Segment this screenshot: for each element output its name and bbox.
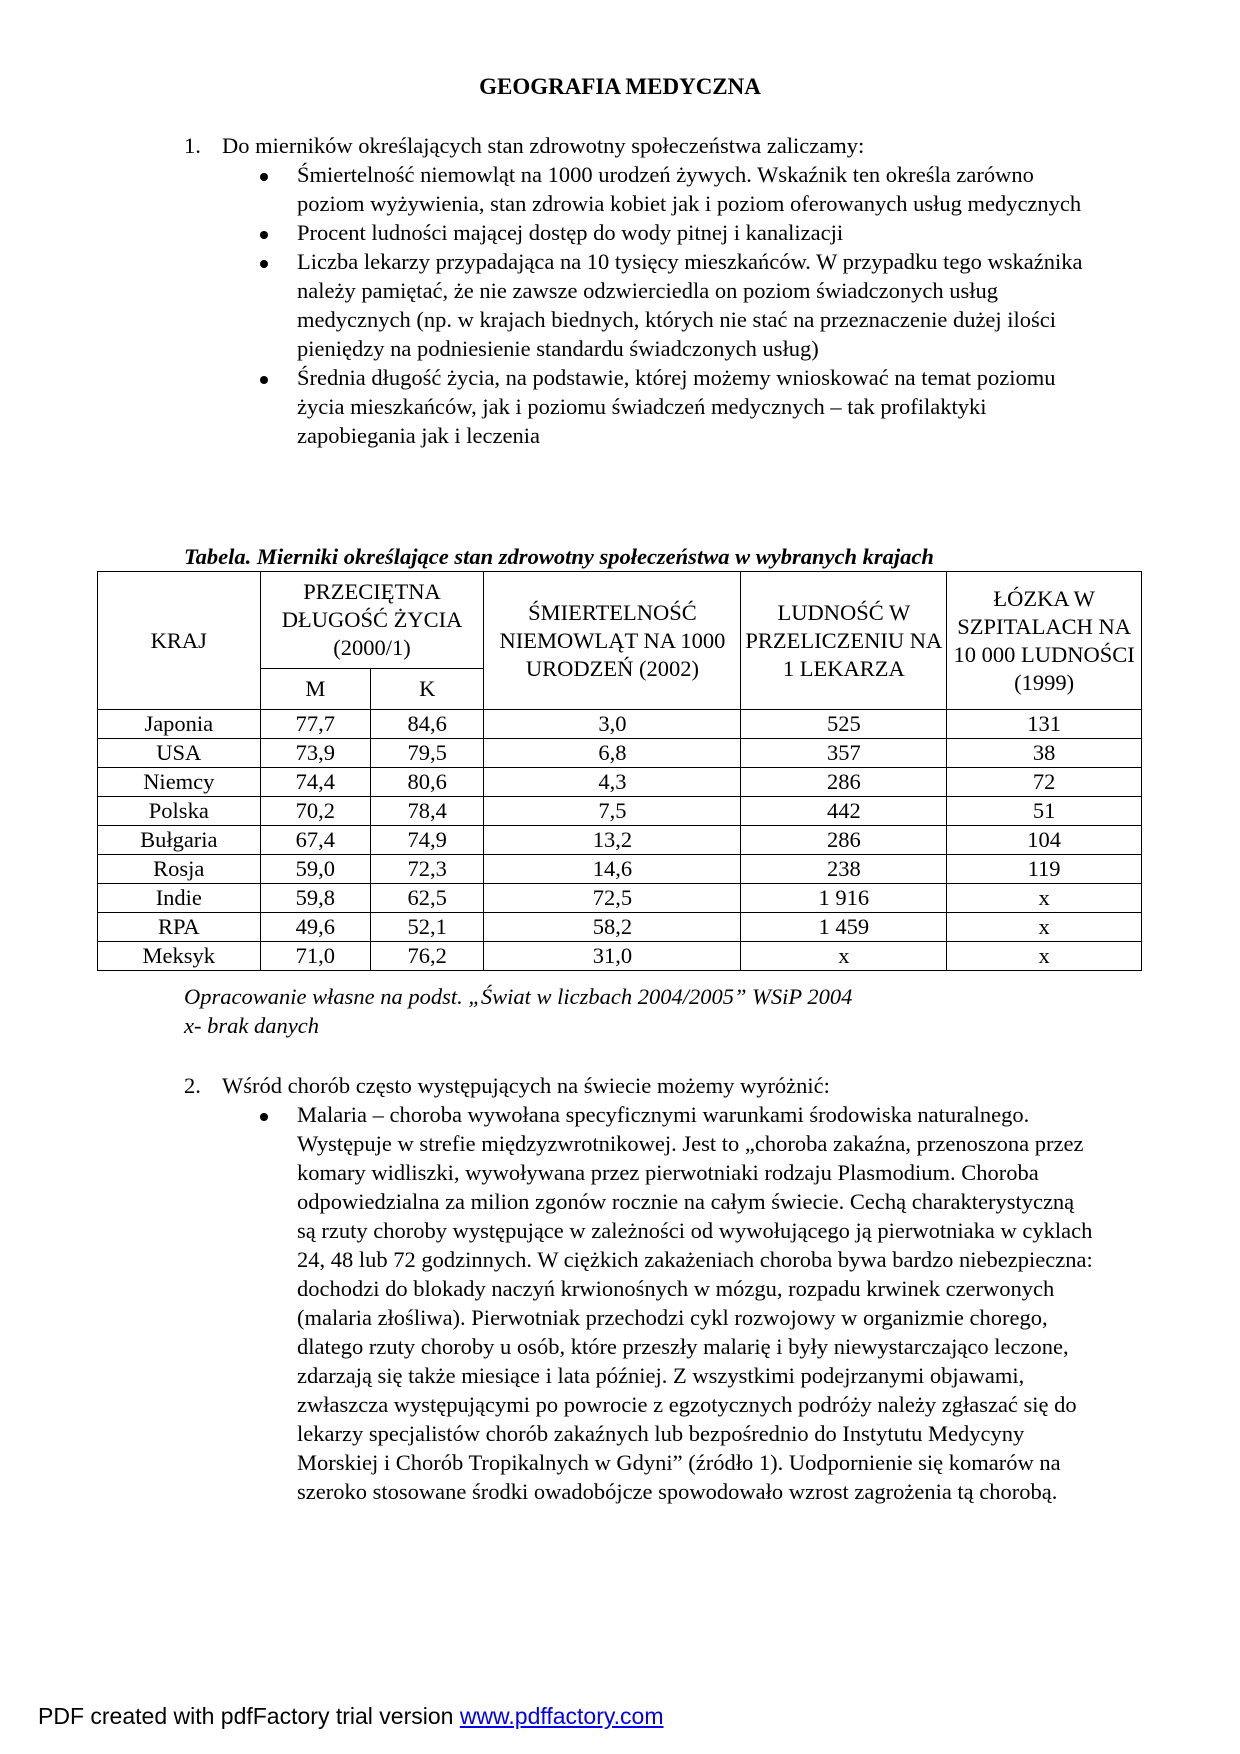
cell-female: 62,5: [371, 884, 484, 913]
cell-country: Japonia: [98, 710, 261, 739]
section-1-heading-text: Do mierników określających stan zdrowotny społeczeństwa zaliczamy:: [222, 133, 865, 158]
table-source: Opracowanie własne na podst. „Świat w liczbach 2004/2005” WSiP 2004: [184, 984, 853, 1009]
page-title: GEOGRAFIA MEDYCZNA: [479, 74, 761, 99]
cell-hospital-beds: x: [947, 884, 1142, 913]
bullet-icon: [260, 260, 268, 268]
cell-male: 73,9: [260, 739, 370, 768]
section-2-number: 2.: [184, 1073, 201, 1098]
cell-female: 84,6: [371, 710, 484, 739]
section-1-heading: [0, 131, 1240, 160]
cell-female: 76,2: [371, 942, 484, 971]
cell-country: USA: [98, 739, 261, 768]
table-row: [98, 768, 1142, 797]
cell-country: Rosja: [98, 855, 261, 884]
cell-population-per-doctor: 1 916: [741, 884, 947, 913]
section-2: [0, 1071, 1240, 1506]
header-life-expectancy: PRZECIĘTNA DŁUGOŚĆ ŻYCIA (2000/1): [260, 572, 484, 669]
header-female: K: [371, 669, 484, 710]
footer-text: PDF created with pdfFactory trial version: [38, 1703, 454, 1729]
cell-male: 59,8: [260, 884, 370, 913]
cell-population-per-doctor: x: [741, 942, 947, 971]
cell-male: 49,6: [260, 913, 370, 942]
table-row: [98, 942, 1142, 971]
section-2-heading-text: Wśród chorób często występujących na świecie możemy wyróżnić:: [222, 1073, 830, 1098]
cell-hospital-beds: x: [947, 913, 1142, 942]
table-row: [98, 739, 1142, 768]
cell-hospital-beds: 51: [947, 797, 1142, 826]
cell-infant-mortality: 58,2: [484, 913, 741, 942]
cell-male: 67,4: [260, 826, 370, 855]
list-item: Malaria – choroba wywołana specyficznymi warunkami środowiska naturalnego. Występuje w strefie międzyzwrotnikowej. Jest to „choroba zakaźna, przenoszona przez komary widliszki, wywoływana przez pierwotniaki rodzaju Plasmodium. Choroba odpowiedzialna za milion zgonów rocznie na całym świecie. Cechą charakterystyczną są rzuty choroby występujące w zależności od wywołującego ją pierwotniaka w cyklach 24, 48 lub 72 godzinnych. W ciężkich zakażeniach choroba bywa bardzo niebezpieczna: dochodzi do blokady naczyń krwionośnych w mózgu, rozpadu krwinek czerwonych (malaria złośliwa). Pierwotniak przechodzi cykl rozwojowy w organizmie chorego, dlatego rzuty choroby u osób, które przeszły malarię i były niewystarczająco leczone, zdarzają się także miesiące i lata później. Z wszystkimi podejrzanymi objawami, zwłaszcza występującymi po powrocie z egzotycznych podróży należy zgłaszać się do lekarzy specjalistów chorób zakaźnych lub bezpośrednio do Instytutu Medycyny Morskiej i Chorób Tropikalnych w Gdyni” (źródło 1). Uodpornienie się komarów na szeroko stosowane środki owadobójcze spowodowało wzrost zagrożenia tą chorobą.: [0, 1100, 1097, 1506]
cell-female: 52,1: [371, 913, 484, 942]
cell-female: 72,3: [371, 855, 484, 884]
cell-female: 78,4: [371, 797, 484, 826]
cell-population-per-doctor: 1 459: [741, 913, 947, 942]
table-body: [98, 710, 1142, 971]
header-hospital-beds: ŁÓZKA W SZPITALACH NA 10 000 LUDNOŚCI (1999): [947, 572, 1142, 710]
cell-population-per-doctor: 286: [741, 768, 947, 797]
cell-country: Niemcy: [98, 768, 261, 797]
table-row: [98, 826, 1142, 855]
cell-hospital-beds: 72: [947, 768, 1142, 797]
bullet-icon: [260, 231, 268, 239]
cell-country: Indie: [98, 884, 261, 913]
cell-female: 74,9: [371, 826, 484, 855]
table-row: [98, 913, 1142, 942]
cell-population-per-doctor: 357: [741, 739, 947, 768]
table-legend: x- brak danych: [184, 1013, 319, 1038]
table-row: [98, 797, 1142, 826]
section-1-number: 1.: [184, 133, 201, 158]
cell-male: 59,0: [260, 855, 370, 884]
cell-infant-mortality: 14,6: [484, 855, 741, 884]
bullet-icon: [260, 376, 268, 384]
header-country: KRAJ: [98, 572, 261, 710]
bullet-icon: [260, 173, 268, 181]
cell-male: 74,4: [260, 768, 370, 797]
list-item: Liczba lekarzy przypadająca na 10 tysięcy mieszkańców. W przypadku tego wskaźnika należy pamiętać, że nie zawsze odzwierciedla on poziom świadczonych usług medycznych (np. w krajach biednych, których nie stać na przeznaczenie dużej ilości pieniędzy na podniesienie standardu świadczonych usług): [0, 247, 1097, 363]
cell-hospital-beds: 38: [947, 739, 1142, 768]
cell-country: Meksyk: [98, 942, 261, 971]
cell-population-per-doctor: 286: [741, 826, 947, 855]
cell-hospital-beds: 131: [947, 710, 1142, 739]
list-item: Śmiertelność niemowląt na 1000 urodzeń żywych. Wskaźnik ten określa zarówno poziom wyżywienia, stan zdrowia kobiet jak i poziom oferowanych usług medycznych: [0, 160, 1097, 218]
list-item: Średnia długość życia, na podstawie, której możemy wnioskować na temat poziomu życia mieszkańców, jak i poziomu świadczeń medycznych – tak profilaktyki zapobiegania jak i leczenia: [0, 363, 1097, 450]
cell-hospital-beds: 104: [947, 826, 1142, 855]
table-row: [98, 710, 1142, 739]
cell-infant-mortality: 7,5: [484, 797, 741, 826]
section-1-bullet-list: [0, 160, 1240, 450]
cell-male: 71,0: [260, 942, 370, 971]
table-row: [98, 884, 1142, 913]
cell-male: 70,2: [260, 797, 370, 826]
header-population-per-doctor: LUDNOŚĆ W PRZELICZENIU NA 1 LEKARZA: [741, 572, 947, 710]
cell-country: Polska: [98, 797, 261, 826]
cell-country: Bułgaria: [98, 826, 261, 855]
pdf-footer: [38, 1703, 664, 1730]
cell-infant-mortality: 13,2: [484, 826, 741, 855]
cell-male: 77,7: [260, 710, 370, 739]
table-caption: Tabela. Mierniki określające stan zdrowotny społeczeństwa w wybranych krajach: [184, 544, 934, 569]
cell-infant-mortality: 4,3: [484, 768, 741, 797]
section-2-heading: [0, 1071, 1240, 1100]
header-infant-mortality: ŚMIERTELNOŚĆ NIEMOWLĄT NA 1000 URODZEŃ (2002): [484, 572, 741, 710]
cell-infant-mortality: 3,0: [484, 710, 741, 739]
cell-population-per-doctor: 525: [741, 710, 947, 739]
table-row: [98, 855, 1142, 884]
cell-infant-mortality: 31,0: [484, 942, 741, 971]
cell-hospital-beds: 119: [947, 855, 1142, 884]
section-1: [0, 131, 1240, 450]
cell-hospital-beds: x: [947, 942, 1142, 971]
cell-infant-mortality: 6,8: [484, 739, 741, 768]
cell-infant-mortality: 72,5: [484, 884, 741, 913]
health-indicators-table: [97, 571, 1142, 971]
cell-country: RPA: [98, 913, 261, 942]
cell-population-per-doctor: 442: [741, 797, 947, 826]
list-item: Procent ludności mającej dostęp do wody pitnej i kanalizacji: [0, 218, 1097, 247]
cell-population-per-doctor: 238: [741, 855, 947, 884]
cell-female: 80,6: [371, 768, 484, 797]
header-male: M: [260, 669, 370, 710]
bullet-icon: [260, 1113, 268, 1121]
footer-link[interactable]: www.pdffactory.com: [459, 1703, 664, 1729]
cell-female: 79,5: [371, 739, 484, 768]
section-2-bullet-list: [0, 1100, 1240, 1506]
